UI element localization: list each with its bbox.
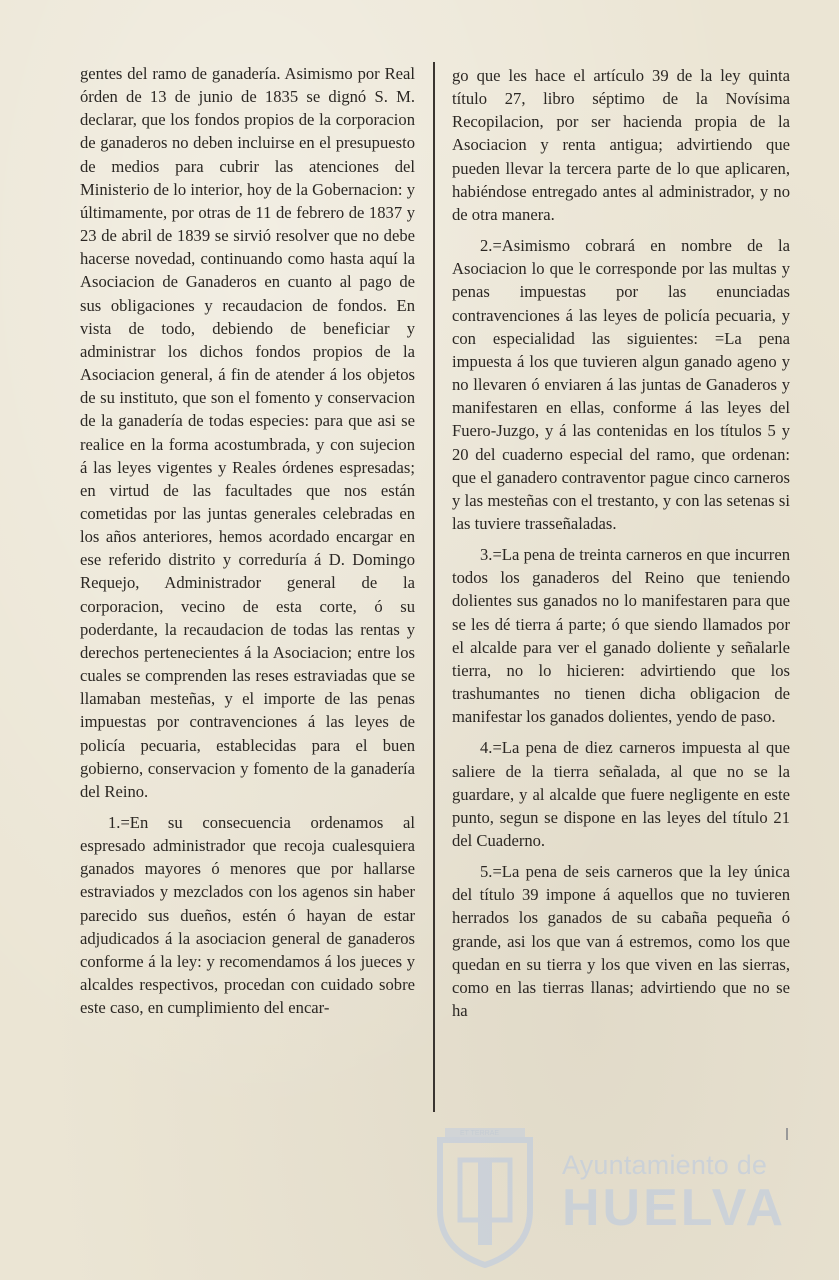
paragraph: go que les hace el artículo 39 de la ley quinta título 27, libro séptimo de la Novísima Recopilacion, por ser hacienda propia de la Asociacion y renta antigua; advirtiendo que pueden llevar la tercera parte de lo que aplicaren, habiéndose entregado antes al administrador, y no de otra manera. — [452, 66, 790, 224]
coat-of-arms-icon — [430, 1120, 540, 1270]
paragraph: 2.=Asimismo cobrará en nombre de la Asociacion lo que le corresponde por las multas y penas impuestas por las enunciadas contravenciones á las leyes de policía pecuaria, y con especialidad las siguientes: =La pena impuesta á los que tuvieren algun ganado ageno y no llevaren ó enviaren á las juntas de Ganaderos y manifestaren en ellas, conforme á las leyes del Fuero-Juzgo, y á las contenidas en los títulos 5 y 20 del cuaderno especial del ramo, que ordenan: que el ganadero contraventor pague cinco carneros y las mesteñas con el trestanto, y con las setenas si las tuviere trasseñaladas. — [452, 236, 790, 533]
paragraph: gentes del ramo de ganadería. Asimismo por Real órden de 13 de junio de 1835 se dignó S. M. declarar, que los fondos propios de la corporacion de ganaderos no deben incluirse en el presupuesto de medios para cubrir las atenciones del Ministerio de lo interior, hoy de la Gobernacion: y últimamente, por otras de 11 de febrero de 1837 y 23 de abril de 1839 se sirvió resolver que no debe hacerse novedad, continuando como hasta aquí la Asociacion de Ganaderos en cuanto al pago de sus obligaciones y recaudacion de fondos. En vista de todo, debiendo de beneficiar y administrar los dichos fondos propios de la Asociacion general, á fin de atender á los objetos de su instituto, que son el fomento y conservacion de la ganadería de todas especies: para que asi se realice en la forma acostumbrada, y con sujecion á las leyes vigentes y Reales órdenes espresadas; en virtud de las facultades que nos están cometidas por las juntas generales celebradas en los años anteriores, hemos acordado encargar en ese referido distrito y correduría á D. Domingo Requejo, Administrador general de la corporacion, vecino de esta corte, ó su poderdante, la recaudacion de todas las rentas y derechos pertenecientes á la Asociacion; entre los cuales se comprenden las reses estraviadas que se llamaban mesteñas, y el importe de las penas impuestas por contravenciones á las leyes de policía pecuaria, establecidas para el buen gobierno, conservacion y fomento de la ganadería del Reino. — [80, 64, 415, 801]
left-column — [80, 62, 415, 1027]
paragraph: 5.=La pena de seis carneros que la ley única del título 39 impone á aquellos que no tuvieren herrados los ganados de su cabaña pequeña ó grande, asi los que van á estremos, como los que quedan en su tierra y los que viven en las sierras, como en las tierras llanas; advirtiendo que no se ha — [452, 862, 790, 1021]
watermark-motto: ET TERRAE — [460, 1130, 500, 1137]
page-mark — [786, 1128, 788, 1140]
paragraph: 3.=La pena de treinta carneros en que incurren todos los ganaderos del Reino que teniendo dolientes sus ganados no lo manifestaren para que se les dé tierra á parte; ó que siendo llamados por el alcalde para ver el ganado doliente y señalarle tierra, no lo hicieren: advirtiendo que los trashumantes no tienen dicha obligacion de manifestar los ganados dolientes, yendo de paso. — [452, 545, 790, 727]
right-column — [452, 64, 790, 1030]
watermark — [430, 1120, 787, 1270]
paragraph: 4.=La pena de diez carneros impuesta al que saliere de la tierra señalada, al que no se la guardare, y al alcalde que fuere negligente en este punto, segun se dispone en las leyes del título 21 del Cuaderno. — [452, 738, 790, 850]
paragraph: 1.=En su consecuencia ordenamos al espresado administrador que recoja cualesquiera ganados mayores ó menores que por hallarse estraviados y mezclados con los agenos sin haber parecido sus dueños, estén ó hayan de estar adjudicados á la asociacion general de ganaderos conforme á la ley: y recomendamos á los jueces y alcaldes respectivos, procedan con cuidado sobre este caso, en cumplimiento del encar- — [80, 813, 415, 1018]
watermark-line-1: Ayuntamiento de — [562, 1150, 768, 1180]
column-divider — [433, 62, 435, 1112]
watermark-line-2: HUELVA — [562, 1179, 787, 1237]
